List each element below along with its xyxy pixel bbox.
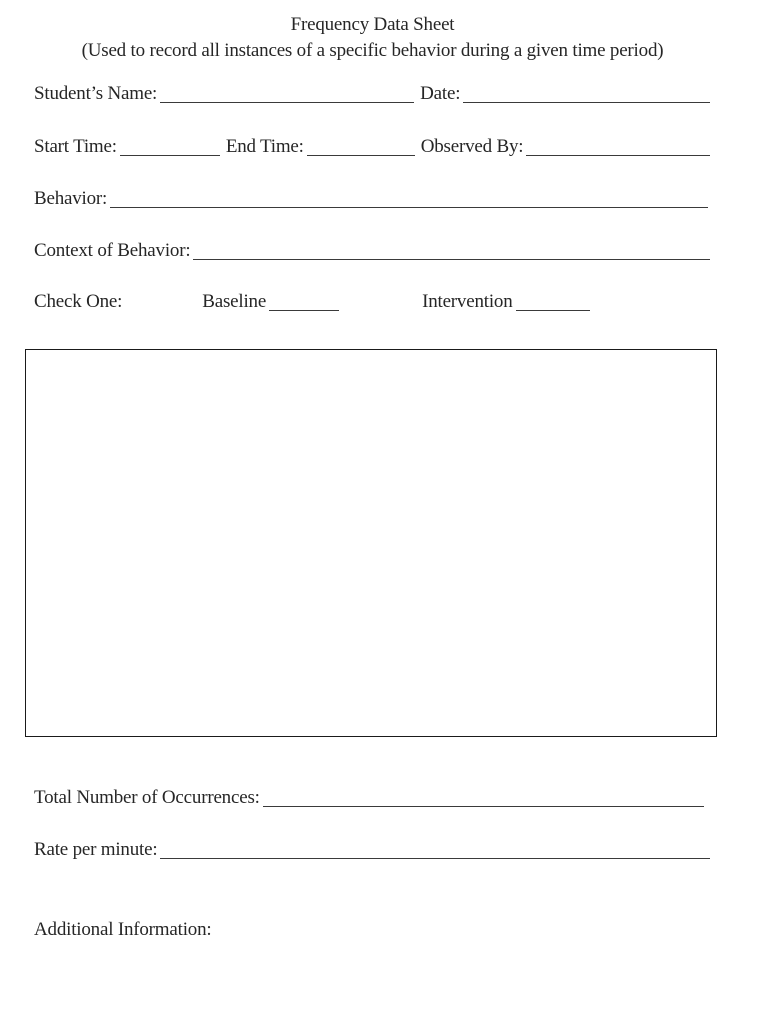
behavior-field[interactable]: [110, 207, 708, 208]
baseline-label: Baseline: [202, 291, 267, 312]
intervention-field[interactable]: [516, 310, 590, 311]
observed-by-field[interactable]: [526, 155, 710, 156]
start-time-field[interactable]: [120, 155, 220, 156]
page-subtitle: (Used to record all instances of a specific behavior during a given time period): [81, 40, 664, 61]
intervention-label: Intervention: [422, 291, 513, 312]
date-label: Date:: [420, 83, 461, 104]
check-one-label: Check One:: [34, 291, 123, 312]
baseline-field[interactable]: [269, 310, 339, 311]
rate-label: Rate per minute:: [34, 839, 158, 860]
end-time-label: End Time:: [225, 136, 304, 157]
rate-row: [34, 834, 710, 862]
behavior-label: Behavior:: [34, 188, 108, 209]
context-label: Context of Behavior:: [34, 240, 191, 261]
student-name-label: Student’s Name:: [34, 83, 158, 104]
page-title: Frequency Data Sheet: [290, 14, 455, 35]
start-time-label: Start Time:: [34, 136, 117, 157]
tally-recording-box[interactable]: [25, 349, 717, 737]
check-one-row: [34, 286, 634, 314]
date-field[interactable]: [463, 102, 710, 103]
end-time-field[interactable]: [307, 155, 415, 156]
total-occurrences-label: Total Number of Occurrences:: [34, 787, 260, 808]
context-field[interactable]: [193, 259, 710, 260]
observed-by-label: Observed By:: [420, 136, 524, 157]
total-occurrences-field[interactable]: [263, 806, 704, 807]
rate-field[interactable]: [160, 858, 710, 859]
student-name-field[interactable]: [160, 102, 414, 103]
context-row: [34, 235, 710, 263]
total-occurrences-row: [34, 782, 704, 810]
additional-info-row: [34, 914, 434, 942]
time-observer-row: [34, 131, 710, 159]
behavior-row: [34, 183, 708, 211]
additional-info-label: Additional Information:: [34, 919, 212, 940]
student-date-row: [34, 78, 710, 106]
